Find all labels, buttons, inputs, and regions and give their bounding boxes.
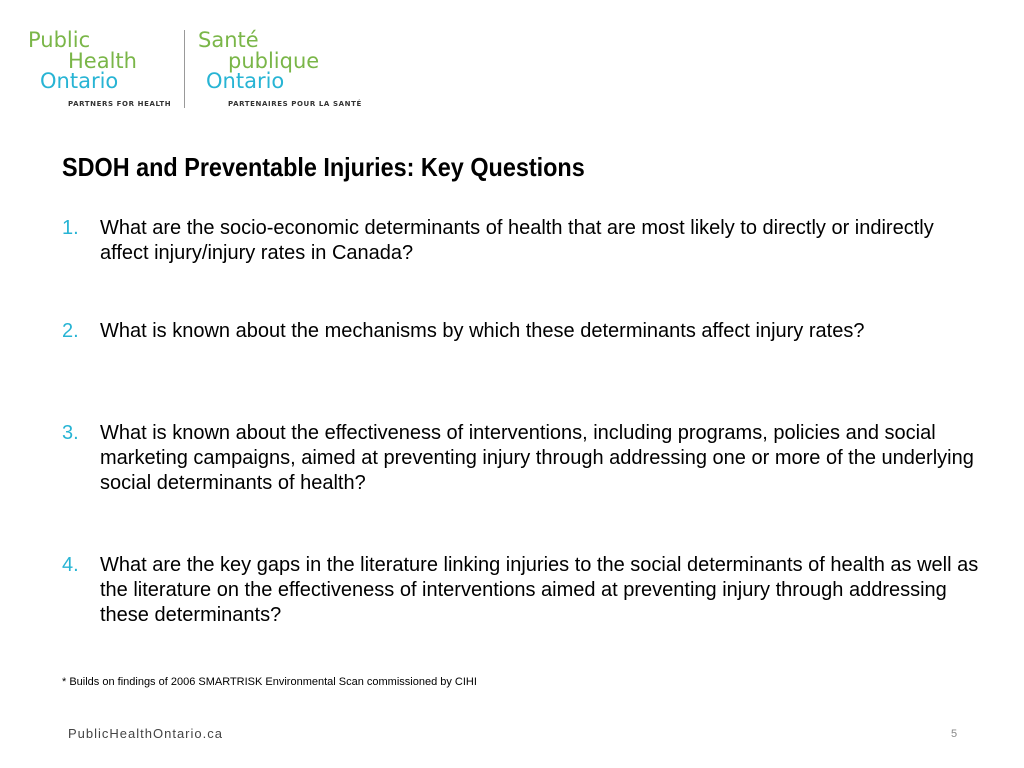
- question-number: 4.: [62, 554, 79, 576]
- public-health-ontario-logo: [28, 28, 368, 112]
- question-number: 1.: [62, 217, 79, 239]
- logo-fr-publique: publique: [228, 49, 320, 73]
- page-number: 5: [951, 728, 958, 740]
- logo-divider: [184, 30, 185, 108]
- question-item-1: [62, 216, 982, 266]
- question-text: What are the socio-economic determinants of health that are most likely to directly or indirectly affect injury/injury rates in Canada?: [100, 217, 934, 264]
- slide-title: SDOH and Preventable Injuries: Key Questions: [62, 152, 585, 182]
- logo-en-tagline: PARTNERS FOR HEALTH: [68, 100, 172, 108]
- question-number: 2.: [62, 320, 79, 342]
- question-text: What is known about the mechanisms by which these determinants affect injury rates?: [100, 320, 865, 342]
- logo-fr-tagline: PARTENAIRES POUR LA SANTÉ: [228, 100, 362, 108]
- logo-en-health: Health: [68, 49, 137, 73]
- question-text: What is known about the effectiveness of interventions, including programs, policies and social marketing campaigns, aimed at preventing injury through addressing one or more of the underlying social determinants of health?: [100, 422, 974, 494]
- question-text: What are the key gaps in the literature linking injuries to the social determinants of health as well as the literature on the effectiveness of interventions aimed at preventing injury through addressing these determinants?: [100, 554, 979, 626]
- question-item-3: [62, 421, 982, 496]
- question-item-4: [62, 553, 982, 628]
- question-number: 3.: [62, 422, 79, 444]
- footnote: * Builds on findings of 2006 SMARTRISK Environmental Scan commissioned by CIHI: [62, 676, 477, 688]
- question-item-2: [62, 319, 982, 344]
- logo-fr-ontario: Ontario: [206, 69, 285, 93]
- logo-fr-sante: Santé: [198, 28, 259, 52]
- logo-en-ontario: Ontario: [40, 69, 119, 93]
- logo-en-public: Public: [28, 28, 91, 52]
- footer-website: PublicHealthOntario.ca: [68, 726, 223, 741]
